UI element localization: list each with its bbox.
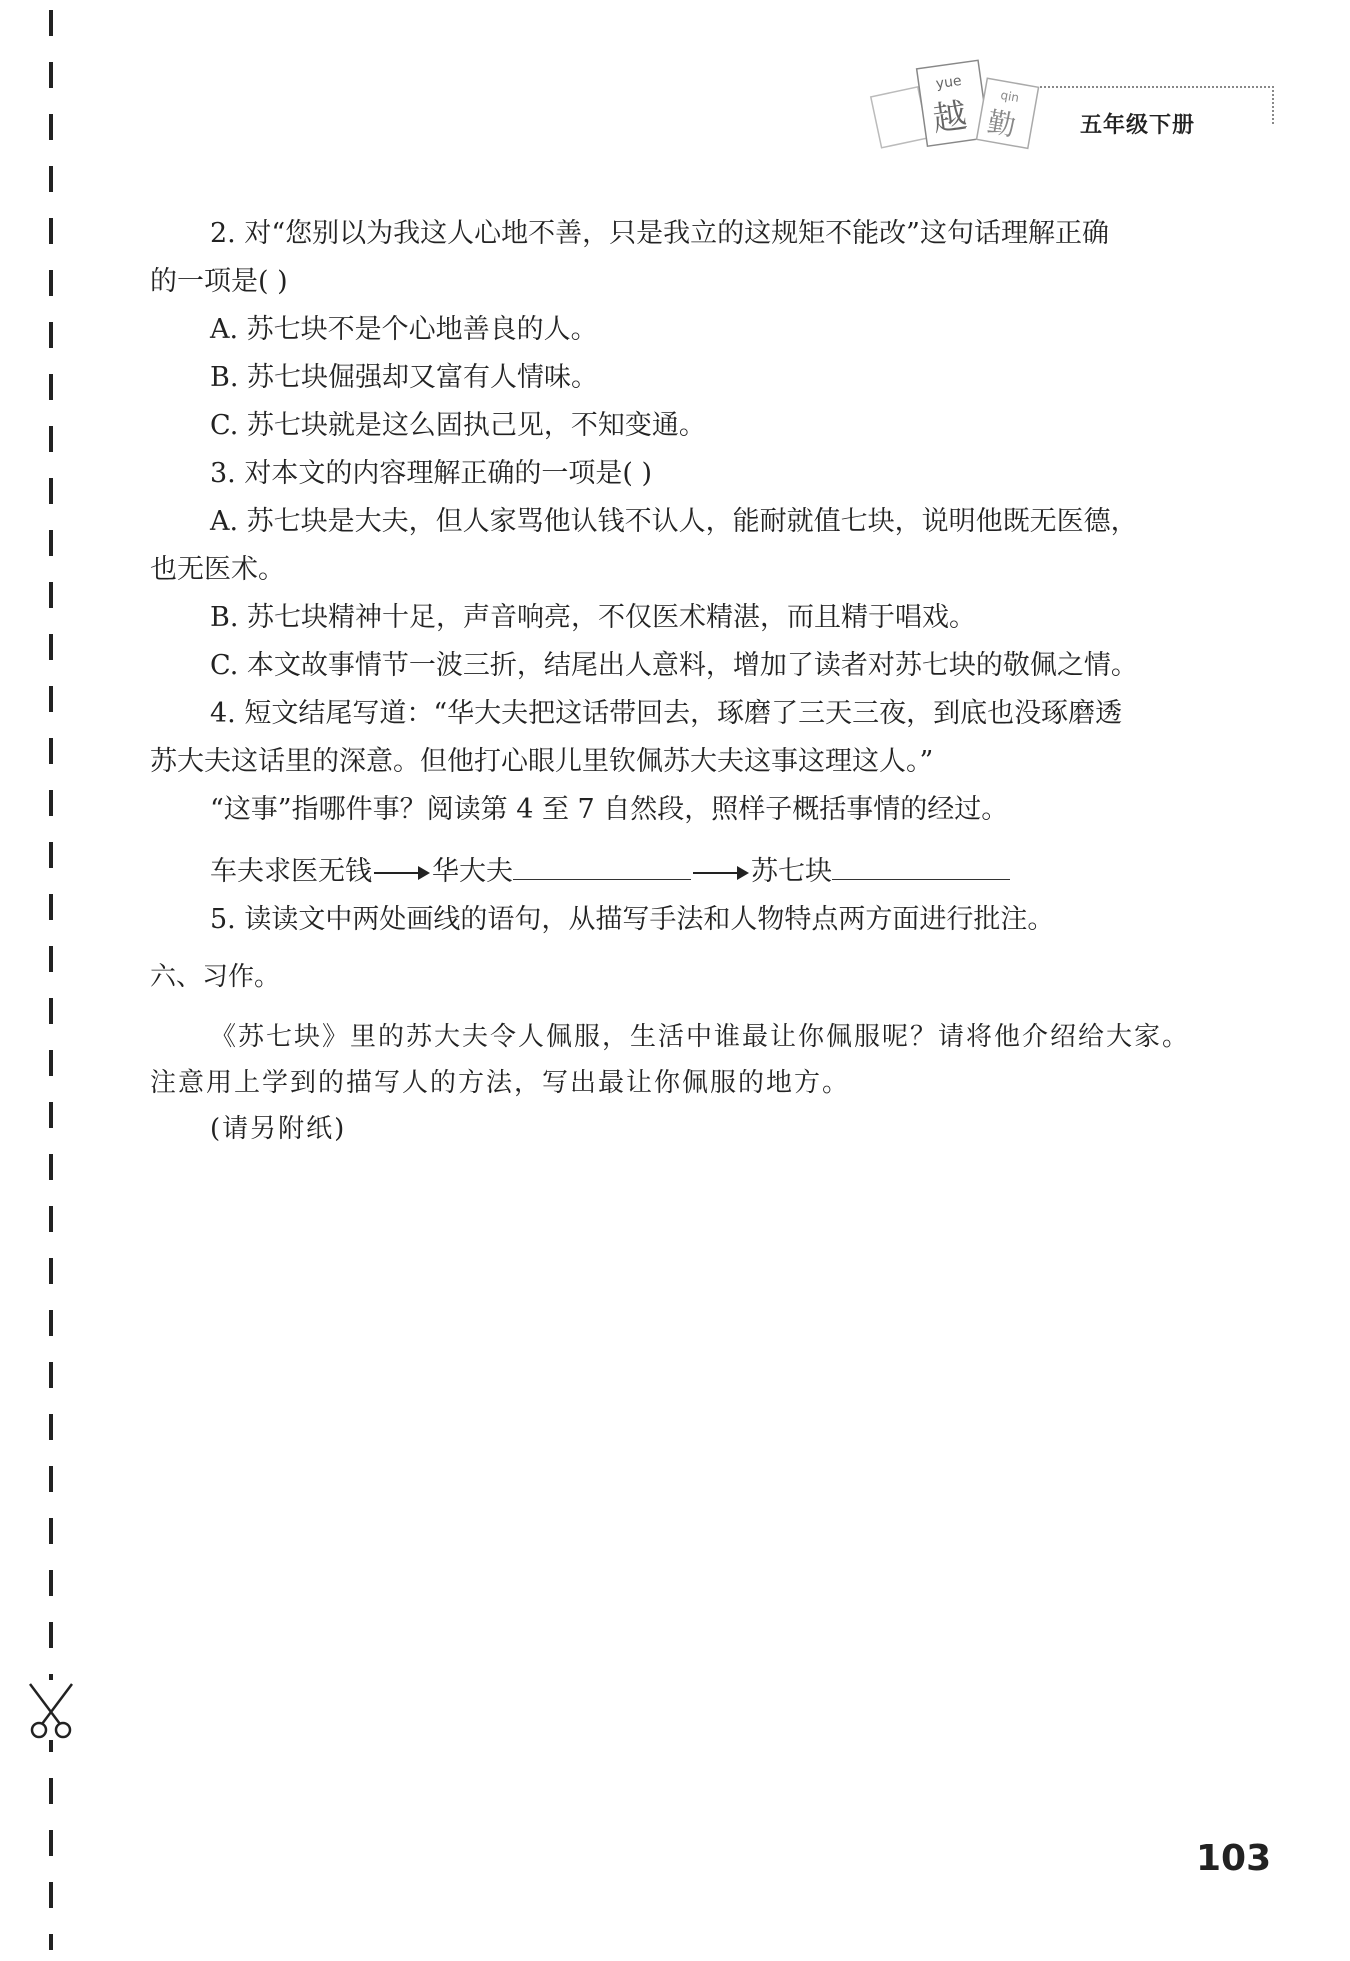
section-6-prompt-line2: 注意用上学到的描写人的方法，写出最让你佩服的地方。 [150,1068,851,1098]
q4-answer-blank-2[interactable] [832,849,1010,880]
q4-stem-line1: 4. 短文结尾写道：“华大夫把这话带回去，琢磨了三天三夜，到底也没琢磨透 [210,698,1123,729]
logo-pinyin-1: yue [934,72,963,93]
q4-instruction: “这事”指哪件事？阅读第 4 至 7 自然段，照样子概括事情的经过。 [210,794,1009,825]
q2-option-a: A. 苏七块不是个心地善良的人。 [210,314,598,345]
q3-option-b: B. 苏七块精神十足，声音响亮，不仅医术精湛，而且精于唱戏。 [210,602,977,633]
page-number: 103 [1196,1838,1272,1879]
q3-option-a-line2: 也无医术。 [150,554,285,585]
arrow-right-icon [693,863,749,883]
logo-pinyin-2: qin [999,87,1021,105]
arrow-right-icon [374,863,430,883]
q2-stem-line1: 2. 对“您别以为我这人心地不善，只是我立的这规矩不能改”这句话理解正确 [210,218,1109,249]
q4-flow-step-3: 苏七块 [751,856,832,887]
q4-answer-blank-1[interactable] [513,849,691,880]
section-6-note: (请另附纸) [210,1114,347,1144]
dashed-cut-line [49,10,53,1950]
section-6-prompt-line1: 《苏七块》里的苏大夫令人佩服，生活中谁最让你佩服呢？请将他介绍给大家。 [210,1022,1191,1052]
q5-stem: 5. 读读文中两处画线的语句，从描写手法和人物特点两方面进行批注。 [210,904,1055,935]
q4-flow-row [150,848,1220,896]
logo-char-1: 越 [930,95,970,140]
publisher-logo [860,52,1060,177]
q4-stem-line2: 苏大夫这话里的深意。但他打心眼儿里钦佩苏大夫这事这理这人。” [150,746,934,777]
q4-flow-step-1: 车夫求医无钱 [210,856,372,887]
page-content [150,210,1220,1152]
scissors-icon [24,1680,78,1740]
q2-option-c: C. 苏七块就是这么固执己见，不知变通。 [210,410,706,441]
logo-char-2: 勤 [984,105,1019,143]
section-6-title: 六、习作。 [150,962,281,992]
q2-option-b: B. 苏七块倔强却又富有人情味。 [210,362,599,393]
q3-option-c: C. 本文故事情节一波三折，结尾出人意料，增加了读者对苏七块的敬佩之情。 [210,650,1138,681]
q3-option-a-line1: A. 苏七块是大夫，但人家骂他认钱不认人，能耐就值七块，说明他既无医德， [210,506,1138,537]
grade-label: 五年级下册 [1080,113,1196,138]
q3-stem: 3. 对本文的内容理解正确的一项是( ) [210,458,652,489]
q4-flow-step-2: 华大夫 [432,856,513,887]
q2-stem-line2: 的一项是( ) [150,266,288,297]
